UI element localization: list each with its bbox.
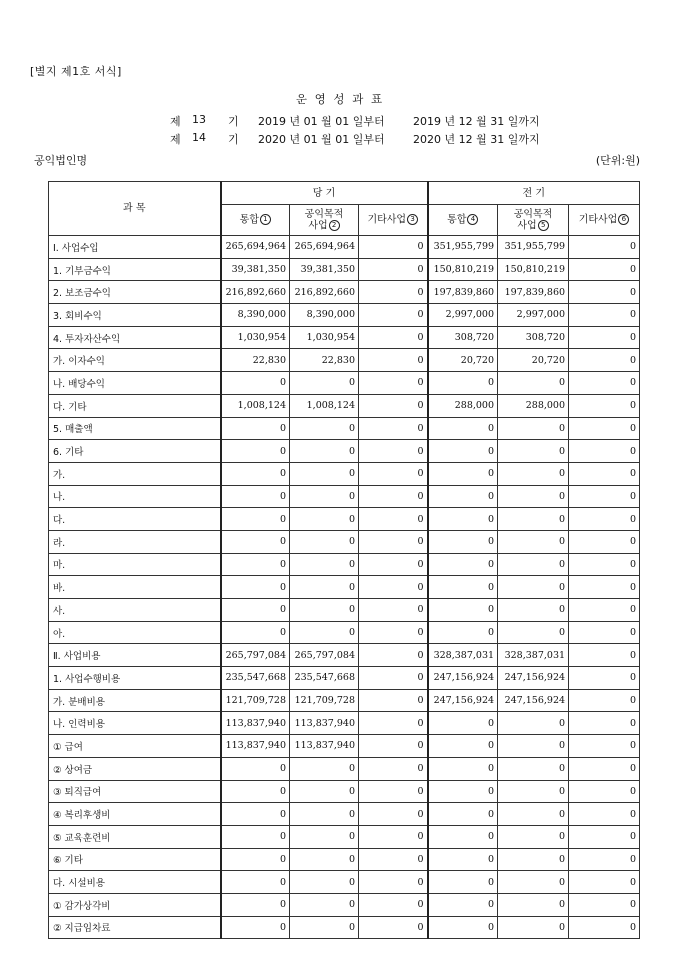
row-value-cell: 0 bbox=[428, 780, 498, 803]
table-row bbox=[49, 780, 640, 803]
item-column-header: 과 목 bbox=[49, 182, 221, 236]
row-value-cell: 39,381,350 bbox=[221, 258, 290, 281]
row-value-cell: 0 bbox=[428, 621, 498, 644]
table-row bbox=[49, 576, 640, 599]
row-value-cell: 0 bbox=[498, 893, 569, 916]
table-row bbox=[49, 394, 640, 417]
row-value-cell: 0 bbox=[221, 462, 290, 485]
table-row bbox=[49, 599, 640, 622]
row-value-cell: 0 bbox=[359, 576, 428, 599]
row-value-cell: 0 bbox=[359, 485, 428, 508]
table-row bbox=[49, 916, 640, 939]
row-item-label: ③ 퇴직급여 bbox=[49, 780, 221, 803]
row-value-cell: 0 bbox=[290, 417, 359, 440]
table-row bbox=[49, 893, 640, 916]
row-value-cell: 0 bbox=[569, 825, 640, 848]
row-value-cell: 0 bbox=[359, 599, 428, 622]
row-value-cell: 0 bbox=[221, 530, 290, 553]
row-value-cell: 0 bbox=[290, 757, 359, 780]
row-value-cell: 0 bbox=[569, 462, 640, 485]
sub-header-line1: 공익목적 bbox=[304, 208, 344, 220]
row-value-cell: 0 bbox=[498, 871, 569, 894]
row-value-cell: 0 bbox=[428, 440, 498, 463]
row-item-label: 마. bbox=[49, 553, 221, 576]
circled-number-mark: 1 bbox=[260, 214, 271, 225]
table-row bbox=[49, 349, 640, 372]
row-value-cell: 247,156,924 bbox=[428, 667, 498, 690]
row-value-cell: 0 bbox=[359, 258, 428, 281]
table-row bbox=[49, 304, 640, 327]
row-value-cell: 247,156,924 bbox=[498, 667, 569, 690]
row-item-label: 아. bbox=[49, 621, 221, 644]
row-value-cell: 0 bbox=[359, 893, 428, 916]
row-value-cell: 0 bbox=[569, 599, 640, 622]
row-value-cell: 22,830 bbox=[290, 349, 359, 372]
row-value-cell: 288,000 bbox=[428, 394, 498, 417]
row-item-label: 사. bbox=[49, 599, 221, 622]
table-row bbox=[49, 871, 640, 894]
table-row bbox=[49, 667, 640, 690]
sub-header-line2: 사업 bbox=[308, 220, 328, 232]
row-value-cell: 197,839,860 bbox=[428, 281, 498, 304]
row-value-cell: 0 bbox=[569, 803, 640, 826]
row-value-cell: 0 bbox=[569, 417, 640, 440]
row-value-cell: 0 bbox=[569, 644, 640, 667]
row-value-cell: 0 bbox=[221, 508, 290, 531]
table-row bbox=[49, 735, 640, 758]
period-from: 2019 년 01 월 01 일부터 bbox=[258, 115, 385, 128]
sub-header-5 bbox=[498, 205, 569, 236]
row-value-cell: 328,387,031 bbox=[428, 644, 498, 667]
circled-number-mark: 4 bbox=[467, 214, 478, 225]
row-value-cell: 0 bbox=[498, 417, 569, 440]
table-row bbox=[49, 689, 640, 712]
row-value-cell: 0 bbox=[290, 621, 359, 644]
row-value-cell: 0 bbox=[359, 621, 428, 644]
table-row bbox=[49, 281, 640, 304]
row-item-label: 다. bbox=[49, 508, 221, 531]
row-value-cell: 235,547,668 bbox=[290, 667, 359, 690]
row-value-cell: 0 bbox=[569, 372, 640, 395]
operating-results-table bbox=[48, 181, 640, 939]
period-to: 2019 년 12 월 31 일까지 bbox=[413, 115, 540, 128]
row-value-cell: 0 bbox=[498, 712, 569, 735]
row-value-cell: 0 bbox=[498, 508, 569, 531]
row-value-cell: 0 bbox=[359, 780, 428, 803]
row-value-cell: 0 bbox=[569, 440, 640, 463]
row-value-cell: 0 bbox=[428, 462, 498, 485]
table-row bbox=[49, 462, 640, 485]
row-value-cell: 0 bbox=[498, 576, 569, 599]
row-value-cell: 0 bbox=[428, 576, 498, 599]
row-value-cell: 113,837,940 bbox=[221, 735, 290, 758]
row-value-cell: 0 bbox=[359, 326, 428, 349]
sub-header-6 bbox=[569, 205, 640, 236]
row-value-cell: 0 bbox=[221, 803, 290, 826]
row-value-cell: 308,720 bbox=[498, 326, 569, 349]
row-value-cell: 0 bbox=[359, 440, 428, 463]
row-item-label: 5. 매출액 bbox=[49, 417, 221, 440]
row-value-cell: 235,547,668 bbox=[221, 667, 290, 690]
sub-header-1 bbox=[221, 205, 290, 236]
row-value-cell: 0 bbox=[221, 576, 290, 599]
row-value-cell: 0 bbox=[569, 394, 640, 417]
row-value-cell: 0 bbox=[569, 576, 640, 599]
row-item-label: 1. 기부금수익 bbox=[49, 258, 221, 281]
corp-name-label: 공익법인명 bbox=[34, 154, 88, 167]
row-item-label: ② 지급임차료 bbox=[49, 916, 221, 939]
table-row bbox=[49, 848, 640, 871]
row-item-label: ④ 복리후생비 bbox=[49, 803, 221, 826]
row-value-cell: 0 bbox=[290, 508, 359, 531]
row-value-cell: 0 bbox=[359, 644, 428, 667]
row-value-cell: 0 bbox=[498, 825, 569, 848]
row-value-cell: 0 bbox=[290, 576, 359, 599]
row-value-cell: 0 bbox=[428, 553, 498, 576]
row-value-cell: 0 bbox=[221, 440, 290, 463]
row-value-cell: 328,387,031 bbox=[498, 644, 569, 667]
sub-header-line1: 기타사업 bbox=[578, 214, 618, 226]
sub-header-2 bbox=[290, 205, 359, 236]
table-row bbox=[49, 757, 640, 780]
row-value-cell: 0 bbox=[569, 848, 640, 871]
row-value-cell: 0 bbox=[569, 893, 640, 916]
row-value-cell: 0 bbox=[498, 621, 569, 644]
row-value-cell: 0 bbox=[428, 803, 498, 826]
row-value-cell: 113,837,940 bbox=[221, 712, 290, 735]
row-value-cell: 0 bbox=[290, 553, 359, 576]
row-value-cell: 0 bbox=[221, 417, 290, 440]
row-value-cell: 0 bbox=[359, 689, 428, 712]
row-value-cell: 351,955,799 bbox=[498, 236, 569, 259]
row-value-cell: 0 bbox=[359, 916, 428, 939]
row-value-cell: 0 bbox=[221, 372, 290, 395]
row-value-cell: 0 bbox=[498, 440, 569, 463]
row-value-cell: 22,830 bbox=[221, 349, 290, 372]
row-item-label: ① 감가상각비 bbox=[49, 893, 221, 916]
row-value-cell: 0 bbox=[290, 372, 359, 395]
row-value-cell: 0 bbox=[290, 848, 359, 871]
row-value-cell: 0 bbox=[498, 757, 569, 780]
sub-header-4 bbox=[428, 205, 498, 236]
row-value-cell: 0 bbox=[569, 757, 640, 780]
row-value-cell: 0 bbox=[359, 417, 428, 440]
row-value-cell: 0 bbox=[428, 712, 498, 735]
row-item-label: 나. 배당수익 bbox=[49, 372, 221, 395]
period-to: 2020 년 12 월 31 일까지 bbox=[413, 133, 540, 146]
row-value-cell: 0 bbox=[498, 848, 569, 871]
row-value-cell: 0 bbox=[428, 530, 498, 553]
row-value-cell: 308,720 bbox=[428, 326, 498, 349]
table-row bbox=[49, 417, 640, 440]
row-value-cell: 0 bbox=[359, 530, 428, 553]
row-item-label: 라. bbox=[49, 530, 221, 553]
row-value-cell: 0 bbox=[498, 735, 569, 758]
period-suffix: 기 bbox=[228, 115, 239, 128]
row-value-cell: 247,156,924 bbox=[428, 689, 498, 712]
row-value-cell: 0 bbox=[428, 417, 498, 440]
row-value-cell: 0 bbox=[428, 508, 498, 531]
circled-number-mark: 2 bbox=[329, 220, 340, 231]
row-value-cell: 0 bbox=[359, 281, 428, 304]
table-row bbox=[49, 712, 640, 735]
row-item-label: ⑤ 교육훈련비 bbox=[49, 825, 221, 848]
table-row bbox=[49, 372, 640, 395]
sub-header-line1: 통합 bbox=[447, 214, 467, 226]
row-value-cell: 0 bbox=[569, 553, 640, 576]
row-value-cell: 0 bbox=[359, 236, 428, 259]
row-value-cell: 0 bbox=[498, 485, 569, 508]
row-value-cell: 0 bbox=[359, 508, 428, 531]
period-number: 13 bbox=[192, 113, 206, 126]
table-row bbox=[49, 258, 640, 281]
row-value-cell: 0 bbox=[221, 553, 290, 576]
row-value-cell: 0 bbox=[359, 825, 428, 848]
row-item-label: Ⅱ. 사업비용 bbox=[49, 644, 221, 667]
row-value-cell: 0 bbox=[290, 780, 359, 803]
row-item-label: ① 급여 bbox=[49, 735, 221, 758]
row-value-cell: 0 bbox=[290, 916, 359, 939]
row-value-cell: 351,955,799 bbox=[428, 236, 498, 259]
circled-number-mark: 5 bbox=[538, 220, 549, 231]
row-item-label: Ⅰ. 사업수입 bbox=[49, 236, 221, 259]
row-value-cell: 0 bbox=[290, 825, 359, 848]
row-value-cell: 0 bbox=[569, 304, 640, 327]
row-value-cell: 0 bbox=[569, 236, 640, 259]
unit-label: (단위:원) bbox=[595, 154, 640, 167]
row-value-cell: 0 bbox=[221, 893, 290, 916]
period-suffix: 기 bbox=[228, 133, 239, 146]
row-value-cell: 0 bbox=[569, 621, 640, 644]
row-item-label: 나. bbox=[49, 485, 221, 508]
row-value-cell: 0 bbox=[569, 780, 640, 803]
row-value-cell: 1,008,124 bbox=[221, 394, 290, 417]
row-value-cell: 113,837,940 bbox=[290, 712, 359, 735]
row-item-label: 바. bbox=[49, 576, 221, 599]
table-row bbox=[49, 825, 640, 848]
row-value-cell: 0 bbox=[290, 599, 359, 622]
row-value-cell: 0 bbox=[428, 757, 498, 780]
sub-header-line1: 공익목적 bbox=[513, 208, 553, 220]
circled-number-mark: 6 bbox=[618, 214, 629, 225]
row-value-cell: 0 bbox=[569, 326, 640, 349]
row-value-cell: 0 bbox=[359, 349, 428, 372]
row-value-cell: 113,837,940 bbox=[290, 735, 359, 758]
period-prefix: 제 bbox=[170, 115, 181, 128]
row-item-label: 다. 기타 bbox=[49, 394, 221, 417]
row-value-cell: 0 bbox=[359, 848, 428, 871]
sub-header-line1: 기타사업 bbox=[367, 214, 407, 226]
row-value-cell: 0 bbox=[359, 757, 428, 780]
table-row bbox=[49, 644, 640, 667]
row-value-cell: 1,008,124 bbox=[290, 394, 359, 417]
row-value-cell: 265,694,964 bbox=[221, 236, 290, 259]
row-item-label: 가. bbox=[49, 462, 221, 485]
row-item-label: 가. 이자수익 bbox=[49, 349, 221, 372]
row-value-cell: 0 bbox=[569, 712, 640, 735]
row-item-label: 나. 인력비용 bbox=[49, 712, 221, 735]
row-value-cell: 0 bbox=[569, 508, 640, 531]
row-value-cell: 0 bbox=[498, 462, 569, 485]
table-row bbox=[49, 440, 640, 463]
row-value-cell: 265,797,084 bbox=[221, 644, 290, 667]
row-value-cell: 0 bbox=[428, 916, 498, 939]
row-item-label: 다. 시설비용 bbox=[49, 871, 221, 894]
period-prefix: 제 bbox=[170, 133, 181, 146]
row-item-label: ② 상여금 bbox=[49, 757, 221, 780]
row-value-cell: 0 bbox=[498, 599, 569, 622]
row-value-cell: 0 bbox=[569, 281, 640, 304]
row-value-cell: 8,390,000 bbox=[221, 304, 290, 327]
row-item-label: 1. 사업수행비용 bbox=[49, 667, 221, 690]
row-item-label: 가. 분배비용 bbox=[49, 689, 221, 712]
row-value-cell: 0 bbox=[498, 916, 569, 939]
row-value-cell: 0 bbox=[428, 848, 498, 871]
row-value-cell: 8,390,000 bbox=[290, 304, 359, 327]
row-value-cell: 288,000 bbox=[498, 394, 569, 417]
row-value-cell: 0 bbox=[359, 304, 428, 327]
row-value-cell: 0 bbox=[290, 485, 359, 508]
row-value-cell: 0 bbox=[290, 893, 359, 916]
table-row bbox=[49, 553, 640, 576]
row-value-cell: 121,709,728 bbox=[290, 689, 359, 712]
row-item-label: 3. 회비수익 bbox=[49, 304, 221, 327]
row-value-cell: 216,892,660 bbox=[290, 281, 359, 304]
row-value-cell: 39,381,350 bbox=[290, 258, 359, 281]
row-value-cell: 0 bbox=[359, 462, 428, 485]
row-value-cell: 0 bbox=[221, 916, 290, 939]
circled-number-mark: 3 bbox=[407, 214, 418, 225]
row-value-cell: 0 bbox=[498, 372, 569, 395]
row-value-cell: 121,709,728 bbox=[221, 689, 290, 712]
table-row bbox=[49, 485, 640, 508]
row-value-cell: 150,810,219 bbox=[498, 258, 569, 281]
row-value-cell: 0 bbox=[290, 462, 359, 485]
document-title: 운 영 성 과 표 bbox=[295, 92, 385, 106]
row-value-cell: 0 bbox=[359, 372, 428, 395]
period-number: 14 bbox=[192, 131, 206, 144]
row-value-cell: 0 bbox=[221, 780, 290, 803]
row-value-cell: 0 bbox=[428, 825, 498, 848]
row-item-label: 4. 투자자산수익 bbox=[49, 326, 221, 349]
row-item-label: 6. 기타 bbox=[49, 440, 221, 463]
row-value-cell: 0 bbox=[569, 530, 640, 553]
row-item-label: ⑥ 기타 bbox=[49, 848, 221, 871]
row-item-label: 2. 보조금수익 bbox=[49, 281, 221, 304]
row-value-cell: 0 bbox=[428, 485, 498, 508]
row-value-cell: 216,892,660 bbox=[221, 281, 290, 304]
sub-header-line1: 통합 bbox=[239, 214, 259, 226]
row-value-cell: 0 bbox=[428, 735, 498, 758]
table-row bbox=[49, 803, 640, 826]
row-value-cell: 0 bbox=[221, 848, 290, 871]
table-row bbox=[49, 236, 640, 259]
table-row bbox=[49, 621, 640, 644]
sub-header-line2: 사업 bbox=[517, 220, 537, 232]
row-value-cell: 1,030,954 bbox=[290, 326, 359, 349]
row-value-cell: 197,839,860 bbox=[498, 281, 569, 304]
row-value-cell: 0 bbox=[359, 394, 428, 417]
row-value-cell: 0 bbox=[428, 871, 498, 894]
row-value-cell: 0 bbox=[569, 916, 640, 939]
row-value-cell: 0 bbox=[221, 485, 290, 508]
row-value-cell: 0 bbox=[569, 871, 640, 894]
period-from: 2020 년 01 월 01 일부터 bbox=[258, 133, 385, 146]
row-value-cell: 0 bbox=[428, 372, 498, 395]
row-value-cell: 0 bbox=[221, 871, 290, 894]
row-value-cell: 0 bbox=[498, 803, 569, 826]
table-row bbox=[49, 326, 640, 349]
table-row bbox=[49, 530, 640, 553]
row-value-cell: 0 bbox=[498, 530, 569, 553]
row-value-cell: 20,720 bbox=[428, 349, 498, 372]
row-value-cell: 265,694,964 bbox=[290, 236, 359, 259]
row-value-cell: 0 bbox=[290, 530, 359, 553]
row-value-cell: 0 bbox=[359, 667, 428, 690]
row-value-cell: 0 bbox=[359, 871, 428, 894]
row-value-cell: 0 bbox=[290, 440, 359, 463]
row-value-cell: 0 bbox=[428, 599, 498, 622]
previous-period-header: 전 기 bbox=[428, 182, 640, 205]
row-value-cell: 0 bbox=[569, 735, 640, 758]
sub-header-3 bbox=[359, 205, 428, 236]
row-value-cell: 0 bbox=[569, 349, 640, 372]
table-row bbox=[49, 508, 640, 531]
row-value-cell: 20,720 bbox=[498, 349, 569, 372]
row-value-cell: 0 bbox=[569, 485, 640, 508]
row-value-cell: 0 bbox=[221, 825, 290, 848]
row-value-cell: 0 bbox=[569, 689, 640, 712]
row-value-cell: 0 bbox=[498, 780, 569, 803]
row-value-cell: 1,030,954 bbox=[221, 326, 290, 349]
row-value-cell: 2,997,000 bbox=[498, 304, 569, 327]
row-value-cell: 0 bbox=[428, 893, 498, 916]
row-value-cell: 265,797,084 bbox=[290, 644, 359, 667]
row-value-cell: 0 bbox=[221, 757, 290, 780]
row-value-cell: 0 bbox=[569, 258, 640, 281]
row-value-cell: 0 bbox=[221, 599, 290, 622]
row-value-cell: 247,156,924 bbox=[498, 689, 569, 712]
form-label: [별지 제1호 서식] bbox=[30, 65, 122, 78]
row-value-cell: 0 bbox=[359, 712, 428, 735]
row-value-cell: 0 bbox=[290, 803, 359, 826]
row-value-cell: 150,810,219 bbox=[428, 258, 498, 281]
current-period-header: 당 기 bbox=[221, 182, 428, 205]
row-value-cell: 2,997,000 bbox=[428, 304, 498, 327]
row-value-cell: 0 bbox=[359, 553, 428, 576]
row-value-cell: 0 bbox=[359, 803, 428, 826]
row-value-cell: 0 bbox=[290, 871, 359, 894]
row-value-cell: 0 bbox=[221, 621, 290, 644]
row-value-cell: 0 bbox=[359, 735, 428, 758]
row-value-cell: 0 bbox=[498, 553, 569, 576]
row-value-cell: 0 bbox=[569, 667, 640, 690]
